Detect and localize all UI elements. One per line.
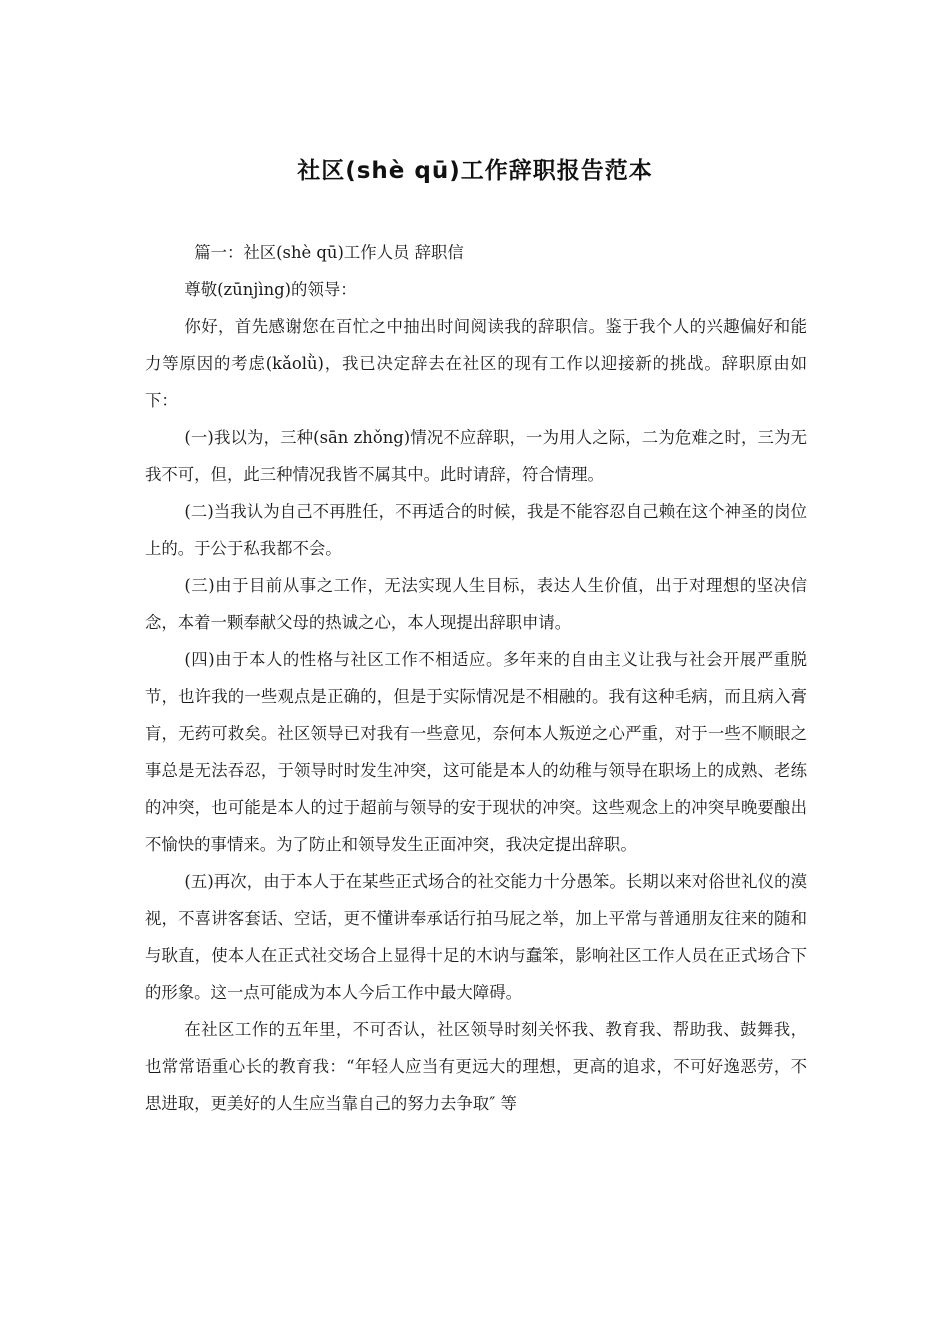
paragraph-intro: 你好，首先感谢您在百忙之中抽出时间阅读我的辞职信。鉴于我个人的兴趣偏好和能力等原因的考虑(kǎolǜ)，我已决定辞去在社区的现有工作以迎接新的挑战。辞职原由如下：: [145, 317, 807, 410]
salutation: 尊敬(zūnjìng)的领导：: [184, 280, 357, 299]
paragraph-reason-1: (一)我以为，三种(sān zhǒng)情况不应辞职，一为用人之际，二为危难之时，三为无我不可，但，此三种情况我皆不属其中。此时请辞，符合情理。: [145, 428, 807, 484]
paragraph-reason-2: (二)当我认为自己不再胜任，不再适合的时候，我是不能容忍自己赖在这个神圣的岗位上的。于公于私我都不会。: [145, 502, 807, 558]
document-title: 社区(shè qū)工作辞职报告范本: [297, 158, 653, 184]
paragraph-reason-5: (五)再次，由于本人于在某些正式场合的社交能力十分愚笨。长期以来对俗世礼仪的漠视，不喜讲客套话、空话，更不懂讲奉承话行拍马屁之举，加上平常与普通朋友往来的随和与耿直，使本人在正式社交场合上显得十足的木讷与蠢笨，影响社区工作人员在正式场合下的形象。这一点可能成为本人今后工作中最大障碍。: [145, 872, 807, 1002]
section-heading: 篇一：社区(shè qū)工作人员 辞职信: [194, 243, 464, 262]
paragraph-reason-4: (四)由于本人的性格与社区工作不相适应。多年来的自由主义让我与社会开展严重脱节，也许我的一些观点是正确的，但是于实际情况是不相融的。我有这种毛病，而且病入膏肓，无药可救矣。社区领导已对我有一些意见，奈何本人叛逆之心严重，对于一些不顺眼之事总是无法吞忍，于领导时时发生冲突，这可能是本人的幼稚与领导在职场上的成熟、老练的冲突，也可能是本人的过于超前与领导的安于现状的冲突。这些观念上的冲突早晚要酿出不愉快的事情来。为了防止和领导发生正面冲突，我决定提出辞职。: [145, 650, 807, 854]
paragraph-reason-3: (三)由于目前从事之工作，无法实现人生目标，表达人生价值，出于对理想的坚决信念，本着一颗奉献父母的热诚之心，本人现提出辞职申请。: [145, 576, 807, 632]
paragraph-closing: 在社区工作的五年里，不可否认，社区领导时刻关怀我、教育我、帮助我、鼓舞我，也常常语重心长的教育我：“年轻人应当有更远大的理想，更高的追求，不可好逸恶劳，不思进取，更美好的人生应当靠自己的努力去争取″ 等: [145, 1020, 807, 1113]
document-body: [145, 234, 807, 1122]
